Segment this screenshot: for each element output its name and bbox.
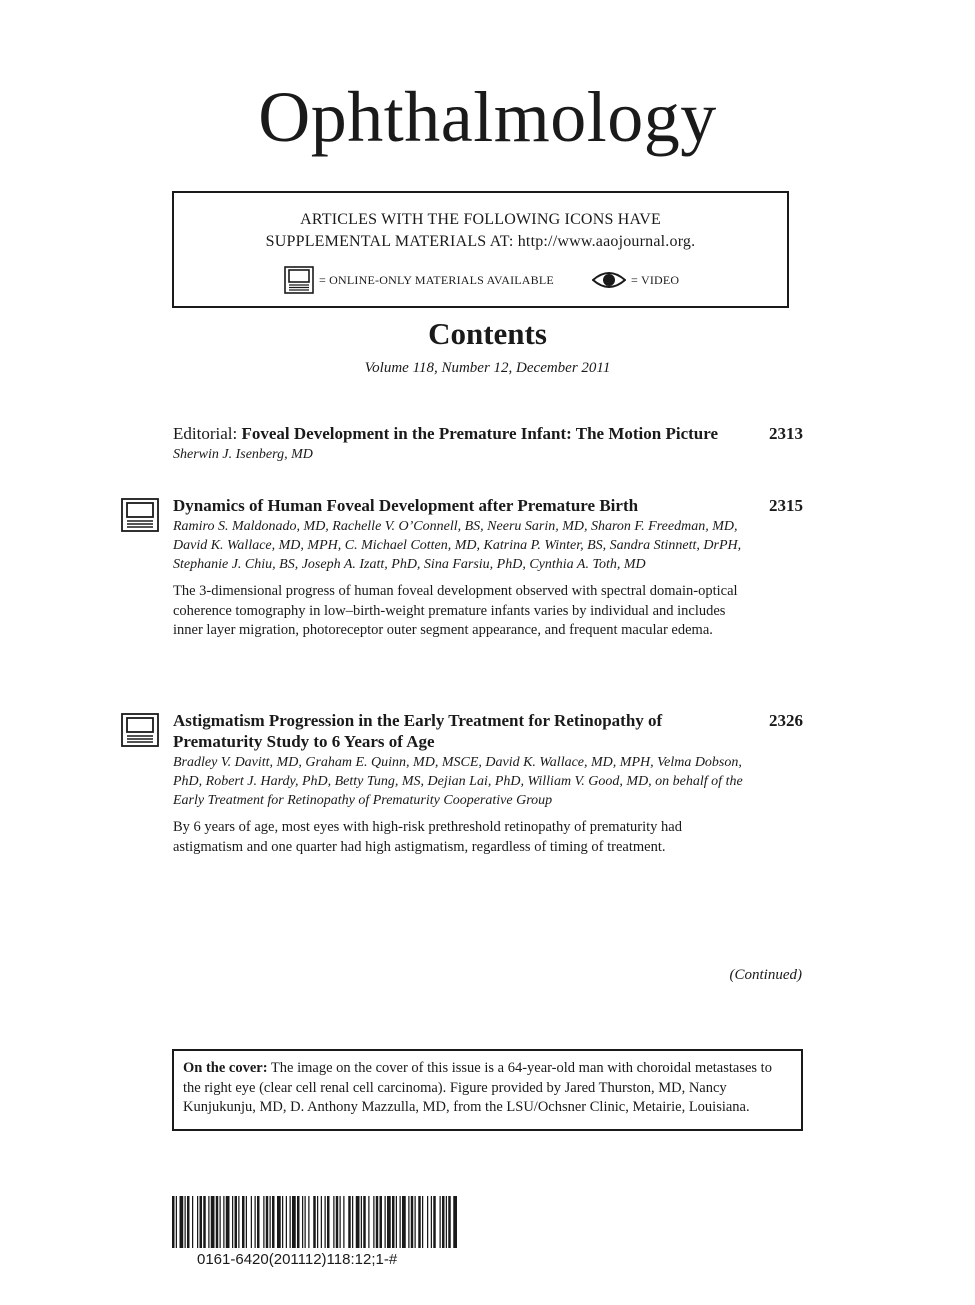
eye-icon — [592, 269, 626, 291]
barcode-bar — [313, 1196, 316, 1248]
barcode-bar — [427, 1196, 428, 1248]
barcode-bar — [266, 1196, 269, 1248]
barcode-bar — [185, 1196, 186, 1248]
barcode-bar — [302, 1196, 303, 1248]
barcode-bar — [385, 1196, 386, 1248]
article-authors: Bradley V. Davitt, MD, Graham E. Quinn, MD, MSCE, David K. Wallace, MD, MPH, Velma Dobson, PhD, Robert J. Hardy, PhD, Betty Tung, MS, Dejian Lai, PhD, William V. Good, MD, on behalf of the Early Treatment for Retinopathy of Prematurity Cooperative Group — [173, 755, 743, 808]
barcode-bar — [363, 1196, 366, 1248]
barcode-bar — [172, 1196, 175, 1248]
barcode-bar — [242, 1196, 245, 1248]
article-authors: Ramiro S. Maldonado, MD, Rachelle V. O’Connell, BS, Neeru Sarin, MD, Sharon F. Freedman, MD, David K. Wallace, MD, MPH, C. Michael Cotten, MD, Katrina P. Winter, BS, Sandra Stinnett, DrPH, Stephanie J. Chiu, BS, Joseph A. Izatt, PhD, Sina Farsiu, PhD, Cynthia A. Toth, MD — [173, 519, 742, 572]
barcode-bar — [292, 1196, 296, 1248]
barcode-bar — [361, 1196, 362, 1248]
barcode-bar — [376, 1196, 379, 1248]
barcode-bar — [270, 1196, 271, 1248]
barcode-bar — [418, 1196, 421, 1248]
cover-text: The image on the cover of this issue is a 64-year-old man with choroidal metastases to the right eye (clear cell renal cell carcinoma). Figure provided by Jared Thurston, MD, Nancy Kunjukunju, MD, D. Anthony Mazzulla, MD, from the LSU/Ochsner Clinic, Metairie, Louisiana. — [183, 1060, 772, 1115]
continued-note: (Continued) — [729, 967, 802, 983]
barcode-bar — [325, 1196, 326, 1248]
barcode-bar — [453, 1196, 457, 1248]
barcode-bar — [251, 1196, 252, 1248]
barcode-bar — [402, 1196, 406, 1248]
barcode-number: 0161-6420(201112)118:12;1-# — [197, 1251, 398, 1268]
barcode-bar — [220, 1196, 221, 1248]
barcode-bar — [305, 1196, 306, 1248]
supplemental-materials-box — [172, 191, 789, 308]
barcode-bar — [257, 1196, 260, 1248]
barcode-bar — [373, 1196, 374, 1248]
barcode-bar — [286, 1196, 287, 1248]
article-title-text: Foveal Development in the Premature Infant: The Motion Picture — [241, 424, 719, 443]
barcode-bar — [327, 1196, 330, 1248]
barcode-bar — [442, 1196, 445, 1248]
article-page-number: 2315 — [769, 496, 803, 515]
supplemental-notice-line-2: SUPPLEMENTAL MATERIALS AT: http://www.aaojournal.org. — [265, 233, 696, 250]
article-type: Editorial: — [173, 424, 242, 443]
barcode-bar — [208, 1196, 209, 1248]
cover-description-box — [172, 1049, 803, 1131]
barcode-bar — [422, 1196, 423, 1248]
barcode-bar — [290, 1196, 291, 1248]
barcode-bar — [387, 1196, 391, 1248]
barcode-bar — [340, 1196, 341, 1248]
journal-title: Ophthalmology — [258, 77, 717, 157]
article-summary: The 3-dimensional progress of human foveal development observed with spectral domain-optical coherence tomography in low–birth-weight premature infants varies by individual and includes inner layer migration, photoreceptor outer segment appearance, and frequent macular edema. — [173, 583, 738, 638]
barcode-bar — [203, 1196, 206, 1248]
barcode-bar — [200, 1196, 203, 1248]
barcode-bar — [336, 1196, 339, 1248]
barcode — [172, 1196, 457, 1271]
barcode-bar — [216, 1196, 219, 1248]
article-page-number: 2326 — [769, 711, 803, 730]
barcode-bar — [192, 1196, 193, 1248]
article-summary: By 6 years of age, most eyes with high-risk prethreshold retinopathy of prematurity had astigmatism and one quarter had high astigmatism, regardless of timing of treatment. — [173, 819, 682, 855]
issue-info: Volume 118, Number 12, December 2011 — [364, 360, 611, 376]
barcode-bar — [176, 1196, 177, 1248]
barcode-bar — [448, 1196, 451, 1248]
article-title[interactable]: Astigmatism Progression in the Early Treatment for Retinopathy of Prematurity Study to 6 Years of Age — [173, 711, 663, 751]
cover-label: On the cover: — [183, 1060, 268, 1076]
barcode-bar — [282, 1196, 283, 1248]
article-title[interactable] — [173, 423, 733, 444]
barcode-bar — [352, 1196, 353, 1248]
barcode-bar — [232, 1196, 233, 1248]
barcode-bar — [238, 1196, 239, 1248]
toc-entry-astigmatism-progression[interactable] — [173, 710, 803, 857]
toc-entry-foveal-development[interactable] — [173, 495, 803, 641]
barcode-bar — [223, 1196, 224, 1248]
computer-icon — [284, 266, 314, 294]
video-legend — [592, 265, 679, 295]
barcode-bar — [277, 1196, 281, 1248]
barcode-bar — [343, 1196, 344, 1248]
computer-icon — [121, 498, 159, 532]
barcode-bar — [226, 1196, 230, 1248]
article-page-number: 2313 — [769, 424, 803, 443]
barcode-bar — [396, 1196, 397, 1248]
online-materials-legend — [284, 265, 554, 295]
barcode-bar — [187, 1196, 190, 1248]
barcode-bar — [180, 1196, 184, 1248]
barcode-bar — [263, 1196, 264, 1248]
online-materials-label: = ONLINE-ONLY MATERIALS AVAILABLE — [319, 272, 554, 287]
barcode-bar — [392, 1196, 395, 1248]
barcode-bar — [246, 1196, 247, 1248]
contents-heading: Contents — [428, 316, 547, 351]
barcode-bar — [317, 1196, 318, 1248]
supplemental-notice-line-1: ARTICLES WITH THE FOLLOWING ICONS HAVE — [300, 211, 661, 228]
barcode-bar — [446, 1196, 447, 1248]
barcode-bar — [431, 1196, 432, 1248]
barcode-bar — [411, 1196, 414, 1248]
article-title[interactable]: Dynamics of Human Foveal Development after Premature Birth — [173, 496, 639, 515]
barcode-bars — [172, 1196, 457, 1248]
barcode-bar — [211, 1196, 215, 1248]
barcode-bar — [197, 1196, 198, 1248]
barcode-bar — [255, 1196, 256, 1248]
barcode-bar — [368, 1196, 369, 1248]
barcode-bar — [235, 1196, 238, 1248]
barcode-bar — [333, 1196, 334, 1248]
barcode-bar — [297, 1196, 300, 1248]
barcode-bar — [321, 1196, 322, 1248]
barcode-bar — [308, 1196, 309, 1248]
barcode-bar — [348, 1196, 351, 1248]
barcode-bar — [356, 1196, 360, 1248]
barcode-bar — [440, 1196, 441, 1248]
barcode-bar — [408, 1196, 409, 1248]
article-authors: Sherwin J. Isenberg, MD — [173, 447, 313, 462]
barcode-bar — [415, 1196, 416, 1248]
barcode-bar — [433, 1196, 436, 1248]
video-label: = VIDEO — [631, 272, 680, 287]
barcode-bar — [272, 1196, 275, 1248]
computer-icon — [121, 713, 159, 747]
barcode-bar — [400, 1196, 401, 1248]
barcode-bar — [380, 1196, 383, 1248]
toc-entry-editorial[interactable] — [173, 423, 803, 464]
